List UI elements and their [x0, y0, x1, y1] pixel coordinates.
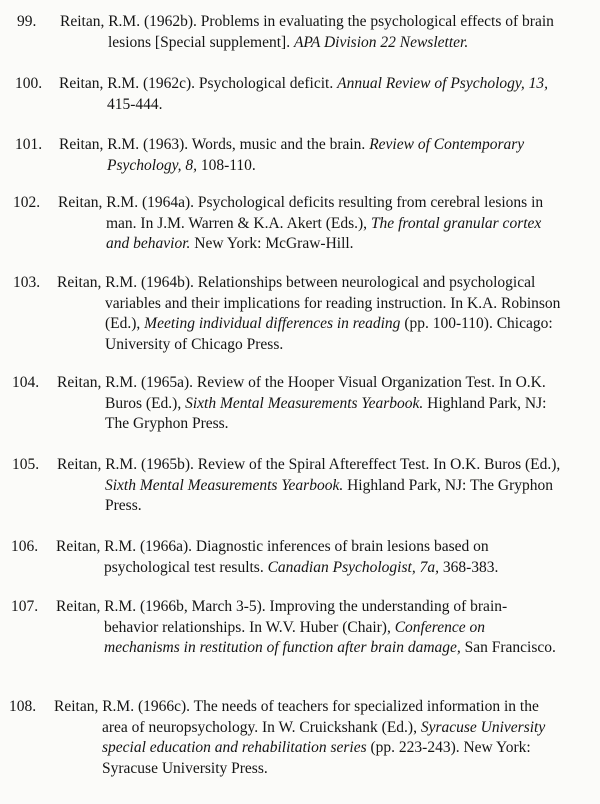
reference-number: 99. [17, 13, 37, 30]
reference-text: Reitan, R.M. (1964a). Psychological deficits resulting from cerebral lesions in man. In J.M. Warren & K.A. Akert (Eds.), The frontal granular cortex and behavior. New York: McGraw-Hill. [58, 194, 544, 252]
reference-text: Reitan, R.M. (1966a). Diagnostic inferences of brain lesions based on psychological test results. Canadian Psychologist, 7a, 368-383. [56, 538, 499, 576]
reference-number: 101. [15, 136, 43, 153]
reference-number: 106. [11, 538, 39, 555]
reference-text: Reitan, R.M. (1962b). Problems in evaluating the psychological effects of brain lesions [Special supplement]. APA Division 22 Newsletter. [60, 13, 554, 51]
reference-text: Reitan, R.M. (1964b). Relationships between neurological and psychological variables and their implications for reading instruction. In K.A. Robinson (Ed.), Meeting individual differences in reading (pp. 100-110). Chicago: University of Chicago Press. [57, 274, 561, 353]
reference-number: 104. [12, 374, 40, 391]
reference-text: Reitan, R.M. (1965b). Review of the Spiral Aftereffect Test. In O.K. Buros (Ed.), Sixth Mental Measurements Yearbook. Highland Park, NJ: The Gryphon Press. [57, 456, 561, 514]
reference-number: 102. [13, 194, 41, 211]
reference-text: Reitan, R.M. (1962c). Psychological deficit. Annual Review of Psychology, 13, 415-444. [59, 75, 549, 113]
reference-text: Reitan, R.M. (1966b, March 3-5). Improving the understanding of brain-behavior relationships. In W.V. Huber (Chair), Conference on mechanisms in restitution of function after brain damage, San Francisco. [56, 598, 556, 656]
reference-number: 105. [12, 456, 40, 473]
reference-number: 107. [11, 598, 39, 615]
reference-text: Reitan, R.M. (1966c). The needs of teachers for specialized information in the area of neuropsychology. In W. Cruickshank (Ed.), Syracuse University special education and rehabilitation series (pp. 223-243). New York: Syracuse University Press. [54, 698, 546, 777]
reference-text: Reitan, R.M. (1965a). Review of the Hooper Visual Organization Test. In O.K. Buros (Ed.), Sixth Mental Measurements Yearbook. Highland Park, NJ: The Gryphon Press. [57, 374, 547, 432]
reference-number: 108. [9, 698, 37, 715]
reference-number: 100. [15, 75, 43, 92]
reference-text: Reitan, R.M. (1963). Words, music and the brain. Review of Contemporary Psychology, 8, 108-110. [59, 136, 525, 174]
reference-number: 103. [13, 274, 41, 291]
